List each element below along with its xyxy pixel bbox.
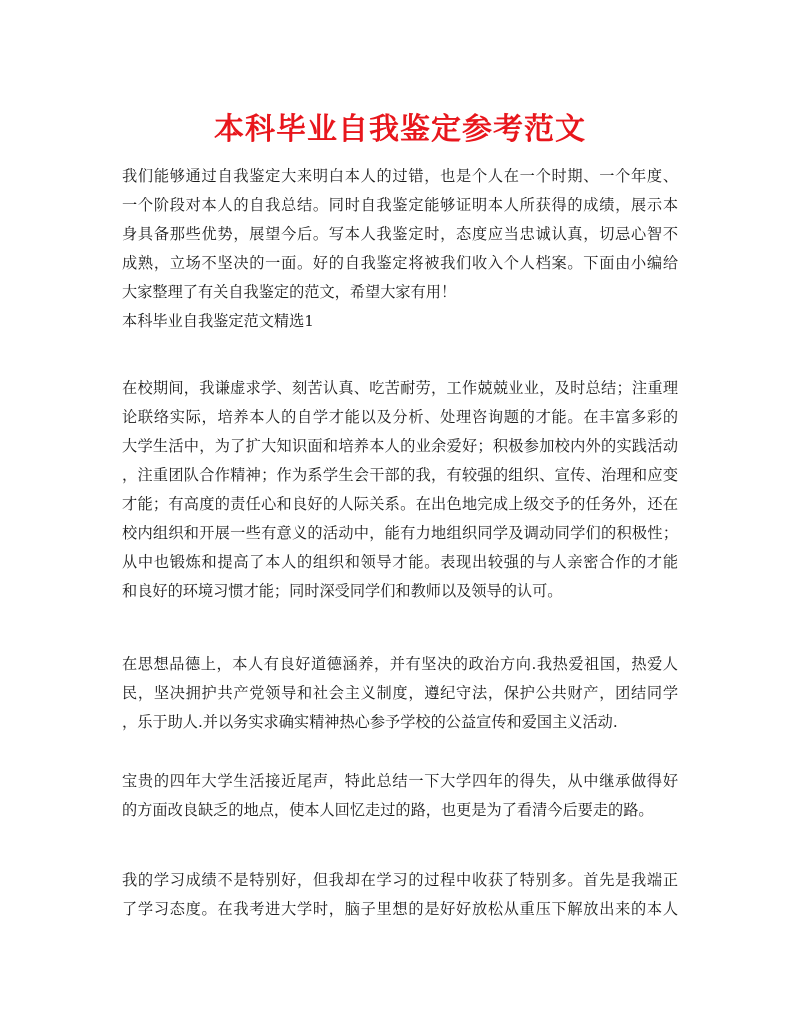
paragraph-line: 才能；有高度的责任心和良好的人际关系。在出色地完成上级交予的任务外，还在: [122, 495, 678, 513]
paragraph-line: 校内组织和开展一些有意义的活动中，能有力地组织同学及调动同学们的积极性；: [122, 524, 678, 542]
intro-line: 大家整理了有关自我鉴定的范文，希望大家有用！: [122, 283, 457, 301]
paragraph-line: 大学生活中，为了扩大知识面和培养本人的业余爱好；积极参加校内外的实践活动: [122, 437, 678, 455]
section-heading: 本科毕业自我鉴定范文精选1: [122, 312, 314, 330]
paragraph-line: 从中也锻炼和提高了本人的组织和领导才能。表现出较强的与人亲密合作的才能: [122, 553, 678, 571]
paragraph-2: [122, 650, 678, 737]
intro-line: 身具备那些优势，展望今后。写本人我鉴定时，态度应当忠诚认真，切忌心智不: [122, 225, 678, 243]
paragraph-line: 了学习态度。在我考进大学时，脑子里想的是好好放松从重压下解放出来的本人: [122, 900, 678, 918]
intro-line: 一个阶段对本人的自我总结。同时自我鉴定能够证明本人所获得的成绩，展示本: [122, 196, 678, 214]
document-title: 本科毕业自我鉴定参考范文: [214, 112, 586, 147]
paragraph-line: 在思想品德上，本人有良好道德涵养，并有坚决的政治方向.我热爱祖国，热爱人: [122, 655, 678, 673]
intro-line: 我们能够通过自我鉴定大来明白本人的过错，也是个人在一个时期、一个年度、: [122, 167, 678, 185]
paragraph-line: 宝贵的四年大学生活接近尾声，特此总结一下大学四年的得失，从中继承做得好: [122, 772, 678, 790]
intro-line: 成熟，立场不坚决的一面。好的自我鉴定将被我们收入个人档案。下面由小编给: [122, 254, 678, 272]
paragraph-line: 在校期间，我谦虚求学、刻苦认真、吃苦耐劳，工作兢兢业业，及时总结；注重理: [122, 379, 678, 397]
paragraph-line: 的方面改良缺乏的地点，使本人回忆走过的路，也更是为了看清今后要走的路。: [122, 801, 654, 819]
intro-paragraph: [122, 162, 678, 336]
paragraph-3: [122, 767, 678, 825]
paragraph-4: [122, 866, 678, 924]
paragraph-line: 我的学习成绩不是特别好，但我却在学习的过程中收获了特别多。首先是我端正: [122, 871, 678, 889]
paragraph-line: 论联络实际，培养本人的自学才能以及分析、处理咨询题的才能。在丰富多彩的: [122, 408, 678, 426]
paragraph-line: ，注重团队合作精神；作为系学生会干部的我，有较强的组织、宣传、治理和应变: [122, 466, 678, 484]
paragraph-line: ，乐于助人.并以务实求确实精神热心参予学校的公益宣传和爱国主义活动.: [122, 713, 618, 731]
paragraph-line: 民，坚决拥护共产党领导和社会主义制度，遵纪守法，保护公共财产，团结同学: [122, 684, 678, 702]
paragraph-line: 和良好的环境习惯才能；同时深受同学们和教师以及领导的认可。: [122, 582, 563, 600]
paragraph-1: [122, 374, 678, 606]
